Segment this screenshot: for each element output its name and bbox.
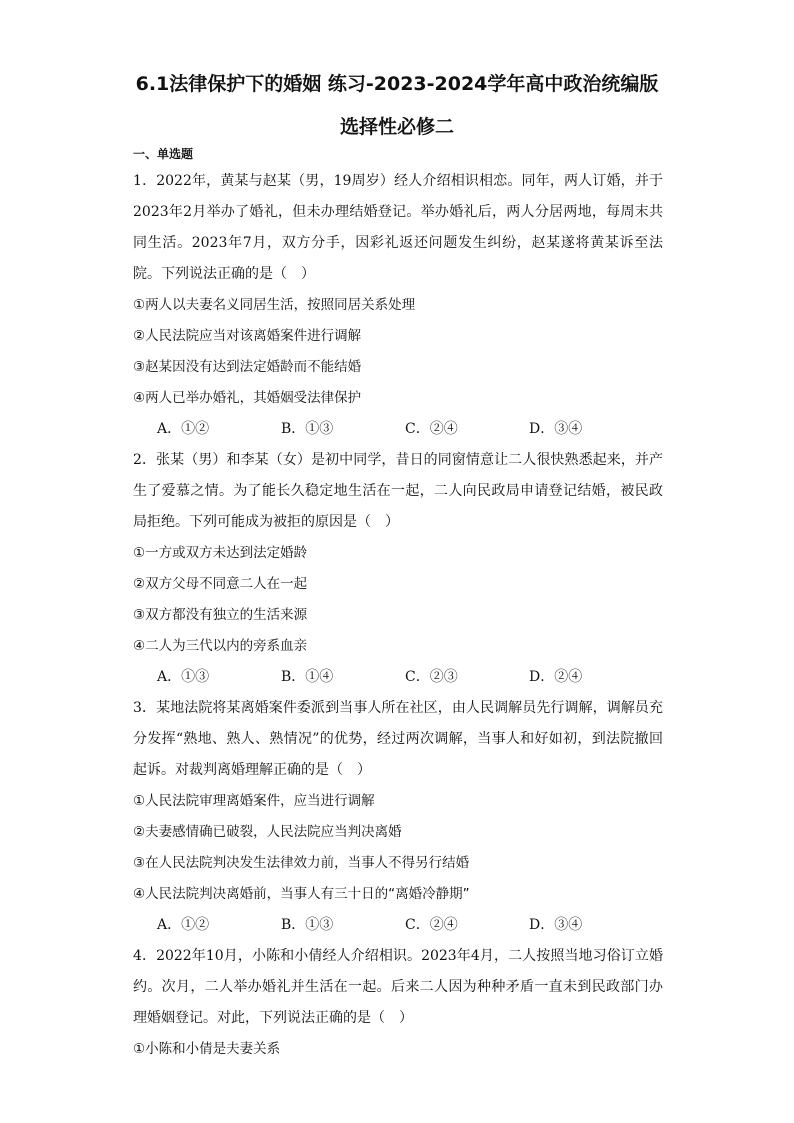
choice-b[interactable]: B．①③	[281, 917, 334, 933]
choice-a[interactable]: A．①③	[157, 669, 210, 685]
statement-3: ③赵某因没有达到法定婚龄而不能结婚	[133, 359, 362, 375]
choice-a[interactable]: A．①②	[157, 917, 210, 933]
document-title: 6.1法律保护下的婚姻 练习-2023-2024学年高中政治统编版	[135, 73, 659, 95]
question-1	[133, 166, 663, 445]
choice-d[interactable]: D．②④	[529, 669, 583, 685]
question-list	[133, 166, 663, 1065]
statement-4: ④人民法院判决离婚前，当事人有三十日的“离婚冷静期”	[133, 886, 470, 902]
answer-choices	[133, 662, 663, 693]
question-3	[133, 693, 663, 941]
statement-4: ④二人为三代以内的旁系血亲	[133, 638, 308, 654]
statement-2: ②双方父母不同意二人在一起	[133, 576, 308, 592]
section-heading: 一、单选题	[133, 147, 194, 161]
question-stem: 4．2022年10月，小陈和小倩经人介绍相识。2023年4月，二人按照当地习俗订立婚约。次月，二人举办婚礼并生活在一起。后来二人因为种种矛盾一直未到民政部门办理婚姻登记。对此，下列说法正确的是（ ）	[133, 948, 663, 1026]
document-subtitle: 选择性必修二	[339, 116, 454, 138]
choice-c[interactable]: C．②③	[405, 669, 458, 685]
question-stem: 3．某地法院将某离婚案件委派到当事人所在社区，由人民调解员先行调解，调解员充分发挥“熟地、熟人、熟情况”的优势，经过两次调解，当事人和好如初，到法院撤回起诉。对裁判离婚理解正确的是（ ）	[133, 700, 663, 778]
question-4	[133, 941, 663, 1065]
choice-d[interactable]: D．③④	[529, 421, 583, 437]
statement-3: ③双方都没有独立的生活来源	[133, 607, 308, 623]
choice-c[interactable]: C．②④	[405, 421, 458, 437]
statement-2: ②夫妻感情确已破裂，人民法院应当判决离婚	[133, 824, 402, 840]
statement-1: ①小陈和小倩是夫妻关系	[133, 1041, 281, 1057]
statement-1: ①人民法院审理离婚案件，应当进行调解	[133, 793, 375, 809]
answer-choices	[133, 414, 663, 445]
question-stem: 1．2022年，黄某与赵某（男，19周岁）经人介绍相识相恋。同年，两人订婚，并于2023年2月举办了婚礼，但未办理结婚登记。举办婚礼后，两人分居两地，每周末共同生活。2023年7月，双方分手，因彩礼返还问题发生纠纷，赵某遂将黄某诉至法院。下列说法正确的是（ ）	[133, 173, 663, 282]
statement-4: ④两人已举办婚礼，其婚姻受法律保护	[133, 390, 362, 406]
statement-1: ①一方或双方未达到法定婚龄	[133, 545, 308, 561]
question-stem: 2．张某（男）和李某（女）是初中同学，昔日的同窗情意让二人很快熟悉起来，并产生了爱慕之情。为了能长久稳定地生活在一起，二人向民政局申请登记结婚，被民政局拒绝。下列可能成为被拒的原因是（ ）	[133, 452, 663, 530]
choice-a[interactable]: A．①②	[157, 421, 210, 437]
question-2	[133, 445, 663, 693]
answer-choices	[133, 910, 663, 941]
choice-d[interactable]: D．③④	[529, 917, 583, 933]
choice-c[interactable]: C．②④	[405, 917, 458, 933]
choice-b[interactable]: B．①④	[281, 669, 334, 685]
statement-3: ③在人民法院判决发生法律效力前，当事人不得另行结婚	[133, 855, 470, 871]
statement-1: ①两人以夫妻名义同居生活，按照同居关系处理	[133, 297, 416, 313]
statement-2: ②人民法院应当对该离婚案件进行调解	[133, 328, 362, 344]
choice-b[interactable]: B．①③	[281, 421, 334, 437]
